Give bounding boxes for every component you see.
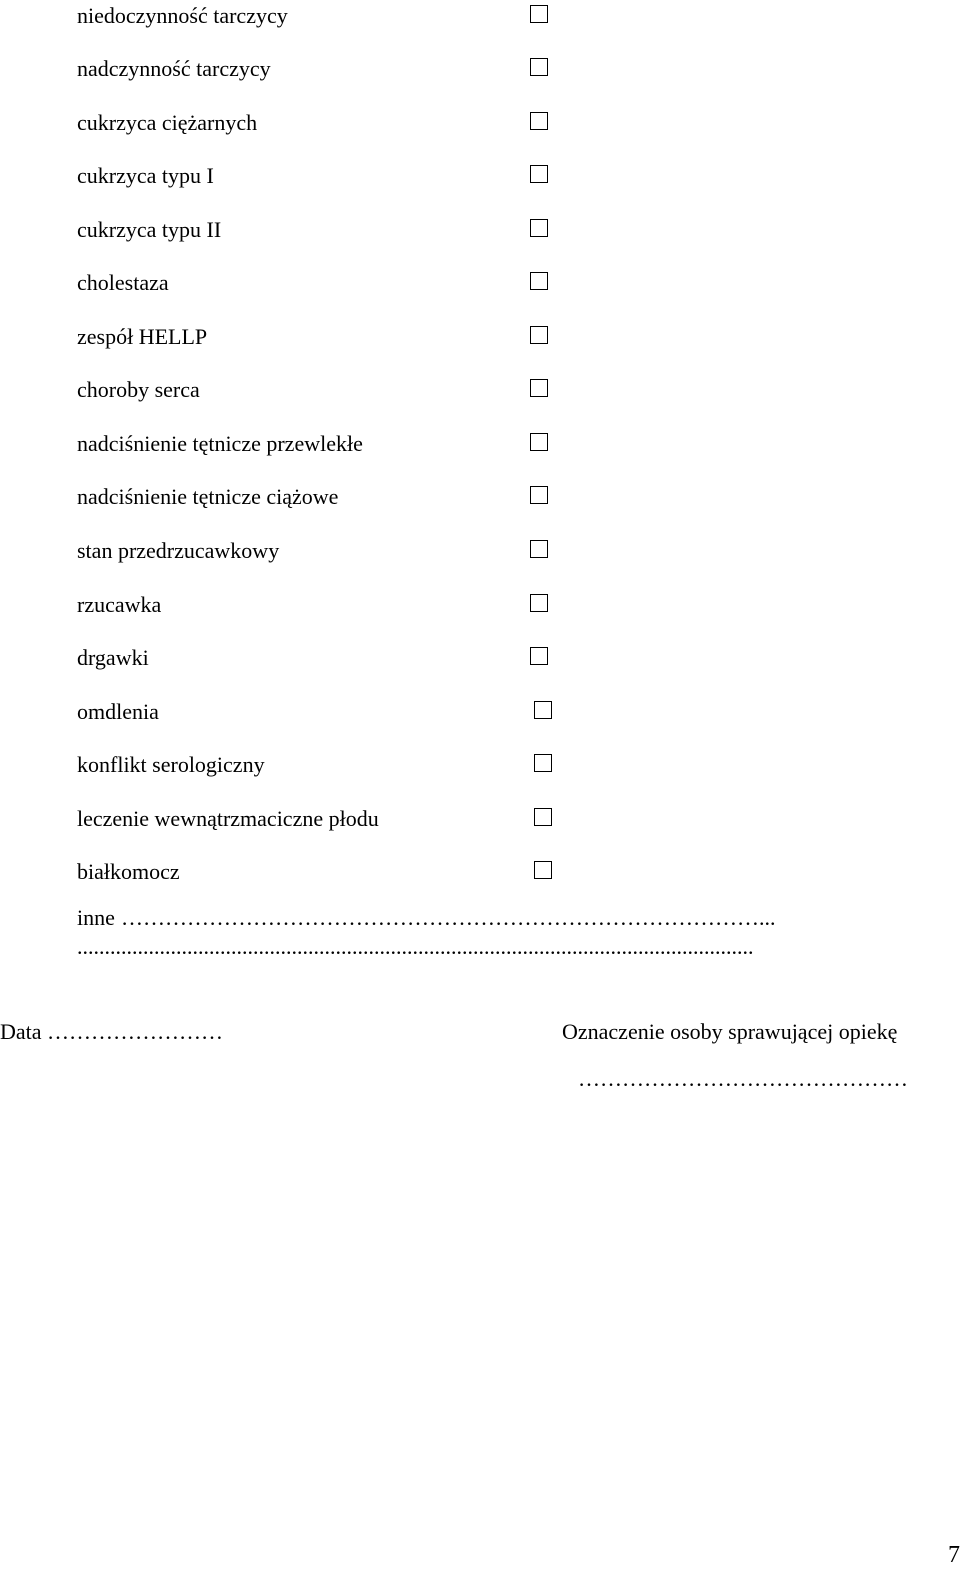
item-label: drgawki: [77, 645, 149, 670]
checkbox[interactable]: [530, 540, 548, 558]
item-label: leczenie wewnątrzmaciczne płodu: [77, 806, 379, 831]
checkbox[interactable]: [530, 433, 548, 451]
item-label: nadczynność tarczycy: [77, 56, 271, 81]
item-label: niedoczynność tarczycy: [77, 3, 288, 28]
item-label: stan przedrzucawkowy: [77, 538, 280, 563]
item-label: cukrzyca typu I: [77, 163, 214, 188]
checkbox[interactable]: [530, 647, 548, 665]
checkbox[interactable]: [530, 486, 548, 504]
checkbox[interactable]: [530, 272, 548, 290]
other-fill-line-2[interactable]: ...........................................................................................................................: [77, 934, 754, 959]
item-label: białkomocz: [77, 859, 180, 884]
checkbox[interactable]: [530, 219, 548, 237]
caregiver-fill-line[interactable]: ………………………………………: [578, 1066, 908, 1091]
checkbox[interactable]: [530, 326, 548, 344]
caregiver-label: Oznaczenie osoby sprawującej opiekę: [562, 1019, 898, 1044]
checkbox[interactable]: [534, 808, 552, 826]
checkbox[interactable]: [530, 58, 548, 76]
item-label: zespół HELLP: [77, 324, 208, 349]
other-fill-line-1[interactable]: ……………………………………………………………………………...: [121, 905, 776, 930]
checkbox[interactable]: [534, 861, 552, 879]
item-label: konflikt serologiczny: [77, 752, 265, 777]
checkbox[interactable]: [530, 379, 548, 397]
checkbox[interactable]: [530, 112, 548, 130]
page-number: 7: [948, 1542, 960, 1568]
checkbox[interactable]: [534, 754, 552, 772]
checkbox[interactable]: [530, 594, 548, 612]
item-label: cukrzyca ciężarnych: [77, 110, 258, 135]
checkbox[interactable]: [530, 5, 548, 23]
item-label: cukrzyca typu II: [77, 217, 222, 242]
checkbox[interactable]: [530, 165, 548, 183]
item-label: cholestaza: [77, 270, 169, 295]
date-label: Data: [0, 1019, 42, 1044]
item-label: rzucawka: [77, 592, 162, 617]
date-fill-line[interactable]: ……………………: [47, 1019, 223, 1044]
checkbox[interactable]: [534, 701, 552, 719]
item-label: nadciśnienie tętnicze ciążowe: [77, 484, 339, 509]
item-label: omdlenia: [77, 699, 159, 724]
item-label: nadciśnienie tętnicze przewlekłe: [77, 431, 363, 456]
item-label: choroby serca: [77, 377, 200, 402]
other-label: inne: [77, 905, 115, 930]
